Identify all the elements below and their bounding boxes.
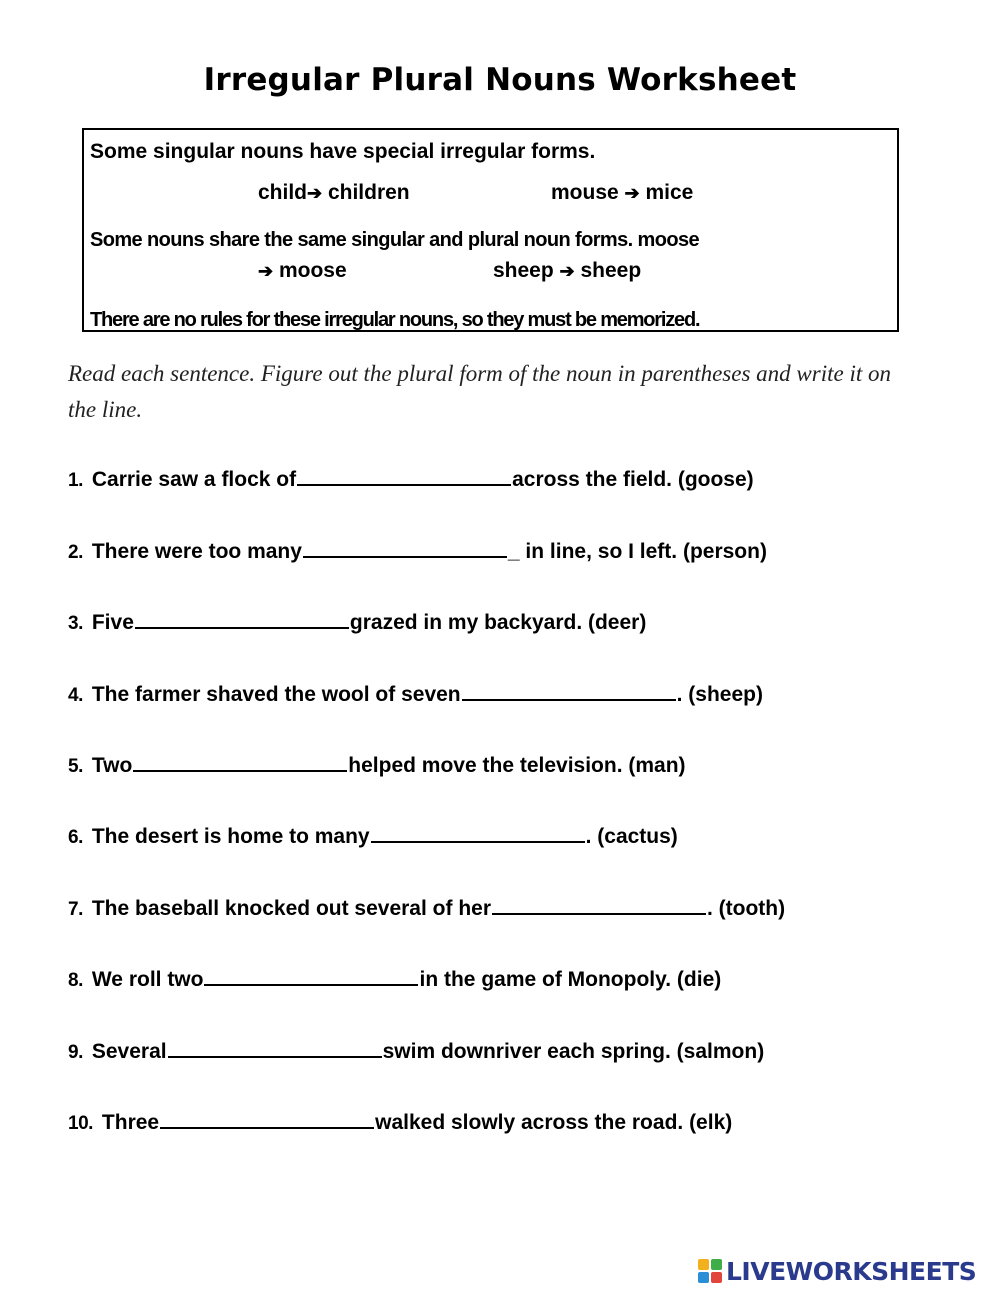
rule-text-1: Some singular nouns have special irregular forms.: [90, 140, 596, 163]
question-8: 8. We roll two in the game of Monopoly. (die): [68, 964, 721, 992]
answer-blank-4[interactable]: [462, 679, 676, 701]
arrow-icon: ➔: [258, 261, 274, 281]
rule-text-3: There are no rules for these irregular nouns, so they must be memorized.: [90, 309, 700, 331]
answer-blank-6[interactable]: [371, 821, 585, 843]
logo-square-icon: [698, 1259, 709, 1270]
arrow-icon: ➔: [559, 261, 575, 281]
answer-blank-9[interactable]: [168, 1036, 382, 1058]
logo-square-icon: [711, 1259, 722, 1270]
answer-blank-5[interactable]: [133, 750, 347, 772]
answer-blank-1[interactable]: [297, 464, 511, 486]
logo-square-icon: [711, 1272, 722, 1283]
liveworksheets-logo-icon: [698, 1259, 722, 1283]
worksheet-title: Irregular Plural Nouns Worksheet: [203, 62, 797, 98]
answer-blank-2[interactable]: [303, 536, 507, 558]
question-2: 2. There were too many _ in line, so I left. (person): [68, 536, 767, 564]
liveworksheets-logo[interactable]: [698, 1256, 976, 1286]
logo-square-icon: [698, 1272, 709, 1283]
answer-blank-7[interactable]: [492, 893, 706, 915]
question-10: 10. Three walked slowly across the road. (elk): [68, 1107, 732, 1135]
question-1: 1. Carrie saw a flock of across the field. (goose): [68, 464, 754, 492]
example-sheep: sheep ➔ sheep: [493, 259, 642, 282]
example-mouse: mouse ➔ mice: [551, 181, 694, 204]
rules-box: [82, 128, 899, 332]
logo-text: LIVEWORKSHEETS: [726, 1256, 977, 1286]
instructions: Read each sentence. Figure out the plural form of the noun in parentheses and write it on the line.: [68, 361, 891, 422]
rule-text-2: Some nouns share the same singular and plural noun forms. moose: [90, 229, 699, 251]
question-3: 3. Five grazed in my backyard. (deer): [68, 607, 646, 635]
arrow-icon: ➔: [624, 183, 640, 203]
question-6: 6. The desert is home to many . (cactus): [68, 821, 678, 849]
question-4: 4. The farmer shaved the wool of seven . (sheep): [68, 679, 763, 707]
arrow-icon: ➔: [307, 183, 323, 203]
answer-blank-8[interactable]: [204, 964, 418, 986]
answer-blank-10[interactable]: [160, 1107, 374, 1129]
question-7: 7. The baseball knocked out several of her . (tooth): [68, 893, 785, 921]
example-moose: ➔ moose: [258, 259, 347, 282]
question-5: 5. Two helped move the television. (man): [68, 750, 686, 778]
example-child: child➔ children: [258, 181, 410, 204]
answer-blank-3[interactable]: [135, 607, 349, 629]
question-9: 9. Several swim downriver each spring. (salmon): [68, 1036, 764, 1064]
